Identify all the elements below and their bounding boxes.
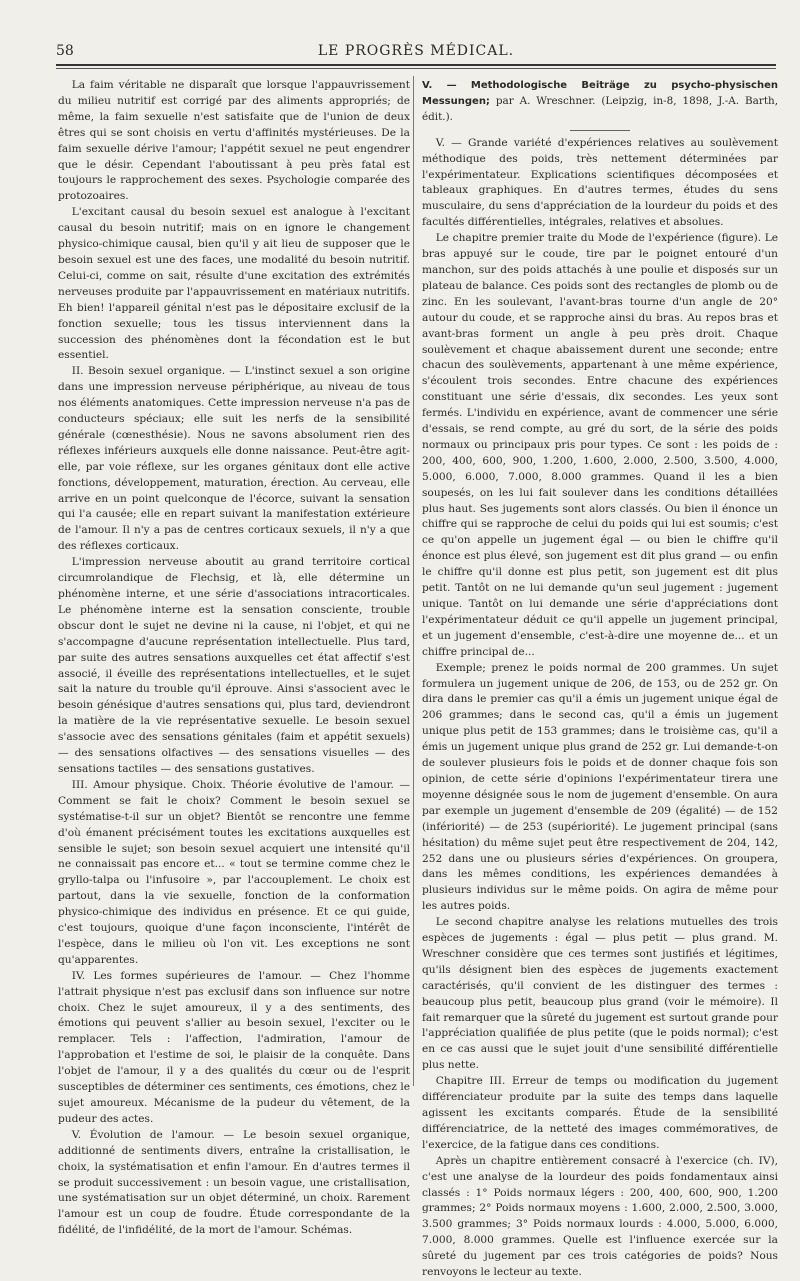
paragraph: V. Évolution de l'amour. — Le besoin sexuel organique, additionné de sentiments divers, entraîne la cristallisation, le choix, la systématisation et enfin l'amour. En d'autres termes il se produit successivement : un besoin vague, une cristallisation, une systématisation sur un objet déterminé, un choix. Rarement l'amour est un coup de foudre. Étude correspondante de la fidélité, de l'infidélité, de la mort de l'amour. Schémas. xyxy=(58,1128,410,1237)
paragraph: V. — Grande variété d'expériences relatives au soulèvement méthodique des poids, très nettement déterminées par l'expérimentateur. Explications scientifiques décomposées et tableaux graphiques. En d'autres termes, études du sens musculaire, du sens d'appréciation de la lourdeur du poids et des facultés différentielles, intégrales, relatives et absolues. xyxy=(422,136,778,229)
page-header xyxy=(56,43,776,61)
paragraph: III. Amour physique. Choix. Théorie évolutive de l'amour. — Comment se fait le choix? Comment le besoin sexuel se systématise-t-il sur un objet? Bientôt se rencontre une femme d'où émanent précisément toutes les excitations auxquelles est sensible le sujet; son besoin sexuel acquiert une intensité qu'il ne connaissait pas encore et... « tout se termine comme chez le gryllo-talpa ou l'infusoire », par l'accouplement. Le choix est partout, dans la vie sexuelle, fonction de la conformation physico-chimique des individus en présence. Et ce qui guide, c'est toujours, quoique d'une façon inconsciente, l'intérêt de l'espèce, dans le milieu où l'on vit. Les exceptions ne sont qu'apparentes. xyxy=(58,778,410,966)
paragraph: Le chapitre premier traite du Mode de l'expérience (figure). Le bras appuyé sur le coude, tire par le poignet entouré d'un manchon, sur des poids attachés à une poulie et disposés sur un plateau de balance. Ces poids sont des rectangles de plomb ou de zinc. En les soulevant, l'avant-bras tourne d'un angle de 20° autour du coude, et se rapproche ainsi du bras. Au repos bras et avant-bras forment un angle à peu près droit. Chaque soulèvement et chaque abaissement durent une seconde; entre chacun des soulèvements, appartenant à une même expérience, s'écoulent trois secondes. Entre chacune des expériences constituant une série d'essais, dix secondes. Les yeux sont fermés. L'individu en expérience, avant de commencer une série d'essais, se rend compte, au gré du sort, de la série des poids normaux ou principaux pris pour types. Ce sont : les poids de : 200, 400, 600, 900, 1.200, 1.600, 2.000, 2.500, 3.500, 4.000, 5.000, 6.000, 7.000, 8.000 grammes. Quand il les a bien soupesés, on les lui fait soulever dans les conditions détaillées plus haut. Ses jugements sont alors classés. Ou bien il énonce un chiffre qui se rapproche de celui du poids qui lui est soumis; c'est ce qu'on appelle un jugement égal — ou bien le chiffre qu'il énonce est plus élevé, son jugement est dit plus grand — ou enfin le chiffre qu'il donne est plus petit, son jugement est dit plus petit. Tantôt on ne lui demande qu'un seul jugement : jugement unique. Tantôt on lui demande une série d'appréciations dont l'expérimentateur déduit ce qu'il appelle un jugement principal, et un jugement d'ensemble, c'est-à-dire une moyenne de... et un chiffre principal de... xyxy=(422,232,778,658)
section-rule xyxy=(570,130,630,131)
paragraph: La faim véritable ne disparaît que lorsque l'appauvrissement du milieu nutritif est corrigé par des aliments appropriés; de même, la faim sexuelle n'est satisfaite que de l'union de deux êtres qui se sont choisis en vertu d'affinités mystérieuses. De la faim sexuelle dérive l'amour; l'appétit sexuel ne peut engendrer que le désir. Cependant l'aboutissant à peu près fatal est toujours le rapprochement des sexes. Psychologie comparée des protozoaires. xyxy=(58,79,410,203)
paragraph: IV. Les formes supérieures de l'amour. — Chez l'homme l'attrait physique n'est pas exclusif dans son influence sur notre choix. Chez le sujet amoureux, il y a des sentiments, des émotions qui peuvent s'allier au besoin sexuel, l'exciter ou le remplacer. Tels : l'affection, l'admiration, l'amour de l'approbation et l'estime de soi, le plaisir de la conquête. Dans l'objet de l'amour, il y a des qualités du cœur ou de l'esprit susceptibles de déterminer ces sentiments, ces émotions, chez le sujet amoureux. Mécanisme de la pudeur du vêtement, de la pudeur des actes. xyxy=(58,969,410,1125)
page-number: 58 xyxy=(56,43,74,59)
paragraph: Chapitre III. Erreur de temps ou modification du jugement différenciateur produite par la suite des temps dans laquelle agissent les excitants comparés. Étude de la sensibilité différenciatrice, de la netteté des images commémoratives, de l'exercice, de la fatigue dans ces conditions. xyxy=(422,1075,778,1151)
left-column xyxy=(58,78,410,1239)
running-title: LE PROGRÈS MÉDICAL. xyxy=(317,43,515,59)
header-rule-thick xyxy=(56,64,776,66)
column-divider xyxy=(413,76,414,1086)
bibliographic-reference xyxy=(422,78,778,126)
paragraph: Le second chapitre analyse les relations mutuelles des trois espèces de jugements : égal — plus petit — plus grand. M. Wreschner considère que ces termes sont justifiés et légitimes, qu'ils désignent bien des espèces de jugements exactement caractérisés, qu'il convient de les distinguer des termes : beaucoup plus petit, beaucoup plus grand (voir le mémoire). Il fait remarquer que la sûreté du jugement est surtout grande pour l'appréciation qualifiée de plus petite (que le poids normal); c'est en ce cas aussi que le sujet jouit d'une sensibilité différentielle plus nette. xyxy=(422,916,778,1072)
paragraph: L'excitant causal du besoin sexuel est analogue à l'excitant causal du besoin nutritif; mais on en ignore le changement physico-chimique causal, bien qu'il y ait lieu de supposer que le besoin sexuel est une des faces, une modalité du besoin nutritif. Celui-ci, comme on sait, résulte d'une excitation des extrémités nerveuses produite par l'appauvrissement en matériaux nutritifs. Eh bien! l'appareil génital n'est pas le dépositaire exclusif de la fonction sexuelle; tous les tissus interviennent dans la succession des phénomènes dont la fécondation est le but essentiel. xyxy=(58,206,410,362)
paragraph: II. Besoin sexuel organique. — L'instinct sexuel a son origine dans une impression nerveuse périphérique, au niveau de tous nos éléments anatomiques. Cette impression nerveuse n'a pas de conducteurs spéciaux; elle suit les nerfs de la sensibilité générale (cœnesthésie). Nous ne savons absolument rien des réflexes inférieurs auxquels elle donne naissance. Peut-être agit-elle, par voie réflexe, sur les organes génitaux dont elle active fonctions, développement, maturation, érection. Au cerveau, elle arrive en un point quelconque de l'écorce, suivant la sensation qui l'a causée; elle en repart suivant la manifestation extérieure de l'amour. Il n'y a pas de centres corticaux sexuels, il n'y a que des réflexes corticaux. xyxy=(58,365,410,553)
reference-details: par A. Wreschner. (Leipzig, in-8, 1898, J.-A. Barth, édit.). xyxy=(422,94,778,123)
right-column xyxy=(422,78,778,1281)
reference-title: V. — Methodologische Beiträge zu psycho-physischen Messungen; xyxy=(422,80,778,107)
paragraph: Après un chapitre entièrement consacré à l'exercice (ch. IV), c'est une analyse de la lourdeur des poids fondamentaux ainsi classés : 1° Poids normaux légers : 200, 400, 600, 900, 1.200 grammes; 2° Poids normaux moyens : 1.600, 2.000, 2.500, 3.000, 3.500 grammes; 3° Poids normaux lourds : 4.000, 5.000, 6.000, 7.000, 8.000 grammes. Quelle est l'influence exercée sur la sûreté du jugement par ces trois catégories de poids? Nous renvoyons le lecteur au texte. xyxy=(422,1154,778,1279)
header-rule-thin xyxy=(56,68,776,69)
paragraph: Exemple; prenez le poids normal de 200 grammes. Un sujet formulera un jugement unique de 206, de 153, ou de 252 gr. On dira dans le premier cas qu'il a émis un jugement unique égal de 206 grammes; dans le second cas, qu'il a émis un jugement unique plus petit de 153 grammes; dans le troisième cas, qu'il a émis un jugement unique plus grand de 252 gr. Lui demande-t-on de soulever plusieurs fois le poids et de donner chaque fois son opinion, de cette série d'opinions l'expérimentateur tirera une moyenne désignée sous le nom de jugement d'ensemble. On aura par exemple un jugement d'ensemble de 209 (égalité) — de 152 (infériorité) — de 253 (supériorité). Le jugement principal (sans hésitation) du même sujet peut être respectivement de 204, 142, 252 dans une ou plusieurs séries d'expériences. On groupera, dans les mêmes conditions, les expériences demandées à plusieurs individus sur le même poids. On agira de même pour les autres poids. xyxy=(422,661,778,913)
paragraph: L'impression nerveuse aboutit au grand territoire cortical circumrolandique de Flechsig, et là, elle détermine un phénomène interne, et une série d'associations intracorticales. Le phénomène interne est la sensation consciente, trouble obscur dont le sujet ne devine ni la cause, ni l'objet, et qui ne s'accompagne d'aucune représentation intellectuelle. Plus tard, par suite des autres sensations auxquelles cet état affectif s'est associé, il éveille des représentations intellectuelles, et le sujet sait la nature du trouble qu'il éprouve. Ainsi s'associent avec le besoin génésique d'autres sensations qui, plus tard, deviendront la matière de la vie représentative sexuelle. Le besoin sexuel s'associe avec des sensations génitales (faim et appétit sexuels) — des sensations olfactives — des sensations visuelles — des sensations tactiles — des sensations gustatives. xyxy=(58,556,410,775)
